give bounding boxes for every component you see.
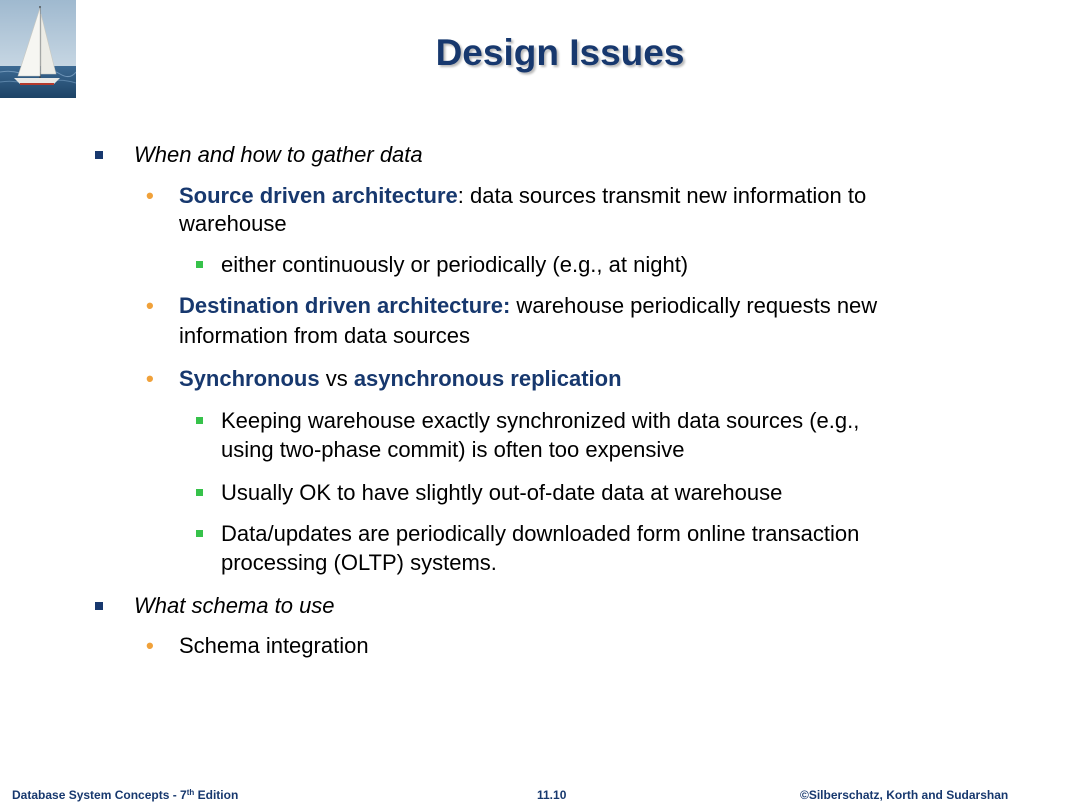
text-vs: vs	[319, 366, 354, 391]
bullet-l1-schema: What schema to use	[134, 593, 335, 618]
bullet-l3-data-updates: Data/updates are periodically downloaded form online transaction	[221, 521, 860, 546]
bullet-l2-destination-driven-cont: information from data sources	[179, 323, 471, 348]
level2-bullet-icon: •	[146, 293, 154, 318]
bullet-l3-continuously: either continuously or periodically (e.g., at night)	[221, 252, 689, 277]
bullet-l2-schema-integration: Schema integration	[179, 633, 369, 658]
slide-title: Design Issues	[435, 32, 685, 73]
footer-copyright: ©Silberschatz, Korth and Sudarshan	[800, 788, 1009, 802]
text-destination-driven: warehouse periodically requests new	[510, 293, 878, 318]
term-destination-driven: Destination driven architecture:	[179, 293, 511, 318]
level3-bullet-icon	[196, 417, 203, 424]
term-synchronous: Synchronous	[179, 366, 320, 391]
footer-left-title: Database System Concepts - 7	[12, 788, 187, 802]
level2-bullet-icon: •	[146, 183, 154, 208]
bullet-l2-source-driven-cont: warehouse	[179, 211, 287, 236]
bullet-l2-destination-driven	[179, 293, 877, 319]
level3-bullet-icon	[196, 530, 203, 537]
text-source-driven: : data sources transmit new information to	[457, 183, 867, 208]
bullet-l2-source-driven	[179, 183, 866, 209]
bullet-l3-data-updates-cont: processing (OLTP) systems.	[221, 550, 497, 575]
level3-bullet-icon	[196, 489, 203, 496]
term-asynchronous-replication: asynchronous replication	[353, 366, 622, 391]
level3-bullet-icon	[196, 261, 203, 268]
level1-bullet-icon	[95, 602, 103, 610]
footer-left	[12, 788, 238, 802]
bullet-l2-replication	[179, 366, 622, 392]
level1-bullet-icon	[95, 151, 103, 159]
bullet-l3-keeping-synchronized: Keeping warehouse exactly synchronized with data sources (e.g.,	[221, 408, 860, 433]
footer-page-number: 11.10	[537, 788, 567, 802]
bullet-l3-keeping-synchronized-cont: using two-phase commit) is often too expensive	[221, 437, 685, 462]
level2-bullet-icon: •	[146, 366, 154, 391]
bullet-l1-when-how: When and how to gather data	[134, 142, 423, 167]
term-source-driven: Source driven architecture	[179, 183, 458, 208]
footer-left-edition: Edition	[194, 788, 239, 802]
footer-left-sup: th	[186, 788, 195, 797]
bullet-l3-usually-ok: Usually OK to have slightly out-of-date data at warehouse	[221, 480, 783, 505]
level2-bullet-icon: •	[146, 633, 154, 658]
